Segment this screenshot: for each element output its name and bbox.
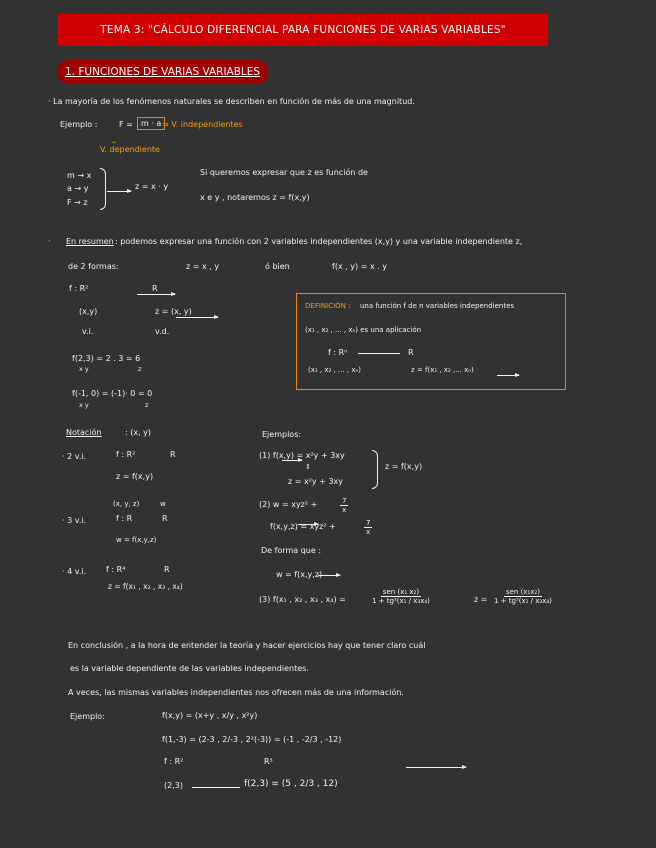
def-line3b: R [408, 348, 414, 357]
dep-label: V. dependiente [100, 145, 160, 154]
ex1: f(2,3) = 2 . 3 = 6 [72, 354, 141, 363]
notacion-label: Notación [66, 428, 102, 437]
r4-label: · 4 v.i. [62, 567, 87, 576]
e1b: z = x²y + 3xy [288, 477, 344, 486]
ex2-sub: x y [79, 401, 89, 409]
def-line1: una función f de n variables independientes [360, 302, 515, 310]
f-eq: F = [119, 120, 133, 129]
section-title: 1. FUNCIONES DE VARIAS VARIABLES [57, 60, 268, 84]
conclusion-line3: A veces, las mismas variables independientes nos ofrecen más de una información. [68, 688, 404, 697]
e1-brace: z = f(x,y) [385, 462, 423, 471]
r2-z: z = f(x,y) [116, 472, 154, 481]
e1a: (1) f(x,y) = x²y + 3xy [259, 451, 345, 460]
resumen-line2b: z = x , y [186, 262, 220, 271]
r2-map: f : R² [116, 450, 136, 459]
e3-frac: sen (x₁ x₂) 1 + tg²(x₁ / x₃x₄) [372, 588, 430, 605]
ejemplo-final-l4a: (2,3) [164, 781, 183, 790]
R-label: R [152, 284, 158, 293]
r2-label: · 2 v.i. [62, 452, 87, 461]
r2-R: R [170, 450, 176, 459]
e2a: (2) w = xyz² + [259, 500, 318, 509]
r3-w: w [160, 500, 166, 508]
ex1-z: z [138, 365, 142, 373]
vd-label: v.d. [155, 327, 170, 336]
e3-z-frac: sen (x₁x₂) 1 + tg²(x₁ / x₃x₄) [494, 588, 552, 605]
z-xy: z = (x, y) [155, 307, 192, 316]
map-m: m → x [67, 171, 92, 180]
def-label: DEFINICIÓN : [305, 302, 351, 310]
brace-icon [100, 168, 106, 210]
resumen-line1: : podemos expresar una función con 2 variables independientes (x,y) y una variable independiente z, [115, 237, 523, 246]
def-line3a: f : Rⁿ [328, 348, 348, 357]
ejemplo-final-l1: f(x,y) = (x+y , x/y , x²y) [162, 711, 258, 720]
resumen-line2d: f(x , y) = x . y [332, 262, 388, 271]
w-eq: w = f(x,y,z) [276, 570, 323, 579]
ejemplo-final-l3a: f : R² [164, 757, 184, 766]
r3-map: f : R [116, 514, 133, 523]
brace-icon [372, 450, 378, 489]
e2b: f(x,y,z) = xyz² + [270, 522, 336, 531]
r3-top: (x, y, z) [113, 500, 140, 508]
indep-label: ⇒ V. independientes [162, 120, 243, 129]
brace-icon: ⏟ [112, 135, 117, 143]
notacion-xy: : (x, y) [125, 428, 152, 437]
intro-bullet: · La mayoría de los fenómenos naturales se describen en función de más de una magnitud. [48, 97, 415, 106]
conclusion-line1: En conclusión , a la hora de entender la teoría y hacer ejercicios hay que tener claro cuál [68, 641, 426, 650]
r3-label: · 3 v.i. [62, 516, 87, 525]
de-forma: De forma que : [261, 546, 322, 555]
e2-frac: $\frac{7}{x}$ [342, 497, 347, 514]
r4-eq: z = f(x₁ , x₂ , x₃ , x₄) [108, 582, 183, 591]
r4-map: f : R⁴ [106, 565, 126, 574]
line-icon [192, 787, 240, 788]
ejemplo-final-l2: f(1,-3) = (2-3 , 2/-3 , 2²(-3)) = (-1 , -2/3 , -12) [162, 735, 342, 744]
intro-text-2: x e y , notaremos z = f(x,y) [200, 193, 310, 202]
f-map: f : R² [69, 284, 89, 293]
ma-box: m · a [137, 117, 165, 130]
def-line4a: (x₁ , x₂ , ... , xₙ) [308, 366, 361, 374]
e3: (3) f(x₁ , x₂ , x₃ , x₄) = [259, 595, 346, 604]
ex1-sub: x y [79, 365, 89, 373]
ejemplos-label: Ejemplos: [262, 430, 302, 439]
arrow-icon [107, 191, 131, 192]
ejemplo-final-l4b: f(2,3) = (5 , 2/3 , 12) [244, 779, 338, 789]
xy-label: (x,y) [79, 307, 98, 316]
ex2: f(-1, 0) = (-1)· 0 = 0 [72, 389, 153, 398]
r3-R: R [162, 514, 168, 523]
vi-label: v.i. [82, 327, 94, 336]
map-a: a → y [67, 184, 89, 193]
e2b-frac: $\frac{7}{x}$ [366, 519, 371, 536]
ex2-z: z [145, 401, 149, 409]
equiv-icon: ⇕ [305, 463, 311, 471]
resumen-line2c: ó bien [265, 262, 290, 271]
arrow-icon [137, 294, 175, 295]
arrow-icon [406, 767, 466, 768]
def-line-icon [358, 353, 400, 354]
def-line4b: z = f(x₁ , x₂ ,... xₙ) [411, 366, 474, 374]
def-line2: (x₁ , x₂ , ... , xₙ) es una aplicación [305, 326, 422, 334]
e3-z: z = [474, 595, 488, 604]
arrow-icon [282, 460, 302, 461]
r4-R: R [164, 565, 170, 574]
resumen-label: En resumen [66, 237, 114, 246]
r3-w-eq: w = f(x,y,z) [116, 536, 157, 544]
ejemplo-final-label: Ejemplo: [70, 712, 105, 721]
ejemplo-final-l3b: R³ [264, 757, 273, 766]
resumen-line2a: de 2 formas: [68, 262, 119, 271]
ejemplo-label: Ejemplo : [60, 120, 98, 129]
map-F: F → z [67, 198, 88, 207]
conclusion-line2: es la variable dependiente de las variables independientes. [70, 664, 309, 673]
page-title: TEMA 3: "CÁLCULO DIFERENCIAL PARA FUNCIONES DE VARIAS VARIABLES" [58, 14, 548, 46]
map-result: z = x · y [135, 182, 169, 191]
arrow-icon [176, 317, 218, 318]
arrow-icon [497, 375, 519, 376]
intro-text-1: Si queremos expresar que z es función de [200, 168, 368, 177]
